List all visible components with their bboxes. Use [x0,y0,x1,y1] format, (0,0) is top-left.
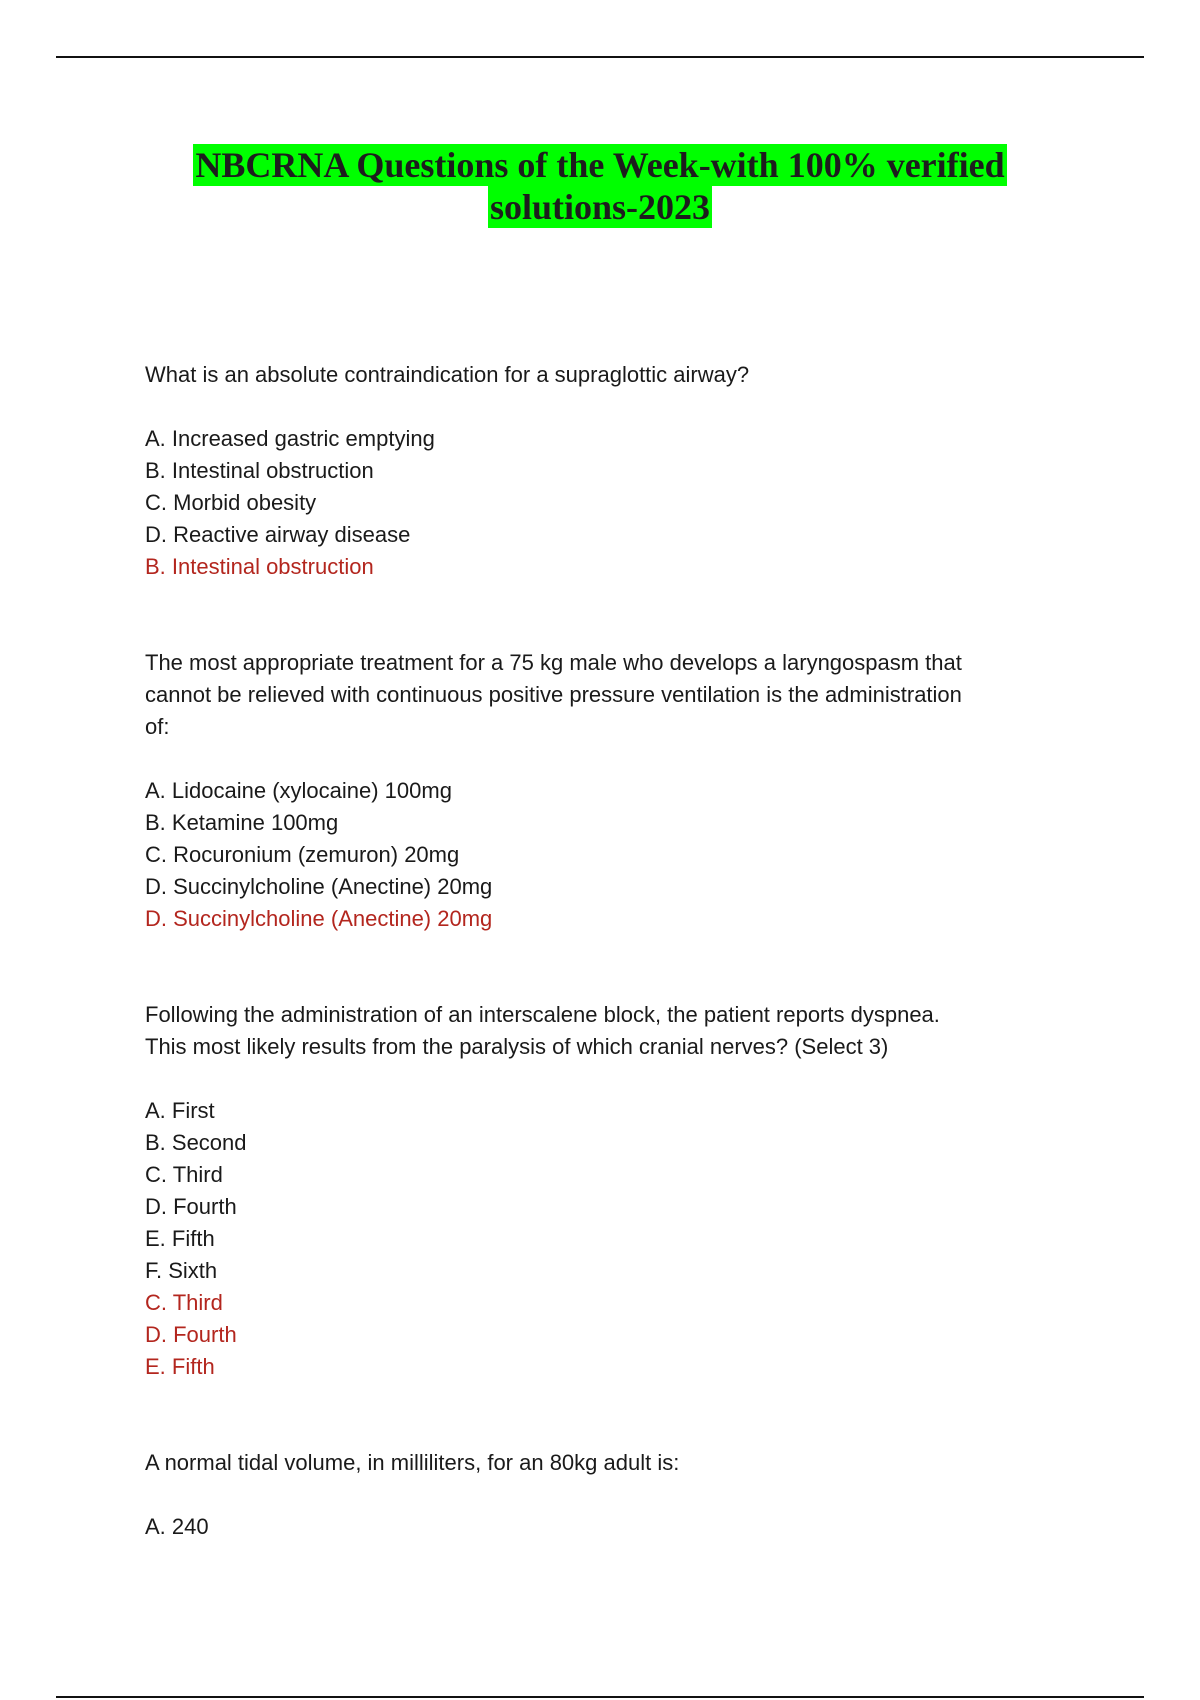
bottom-rule [56,1696,1144,1698]
question-block-1 [145,359,1085,583]
title-line-2: solutions-2023 [489,187,711,227]
question-text: of: [145,714,170,739]
question-text: Following the administration of an interscalene block, the patient reports dyspnea. [145,1002,940,1027]
top-rule [56,56,1144,58]
option-item: C. Third [145,1162,223,1187]
option-item: C. Morbid obesity [145,490,317,515]
option-item: D. Fourth [145,1194,237,1219]
option-item: D. Succinylcholine (Anectine) 20mg [145,874,493,899]
option-item: A. 240 [145,1514,209,1539]
answer-item: D. Fourth [145,1322,237,1347]
page-title [0,144,1200,228]
option-item: B. Second [145,1130,247,1155]
option-item: B. Intestinal obstruction [145,458,374,483]
answer-item: E. Fifth [145,1354,215,1379]
question-list [145,359,1085,1607]
options-list [145,423,1085,583]
option-item: A. Increased gastric emptying [145,426,435,451]
answer-item: B. Intestinal obstruction [145,554,374,579]
question-text: This most likely results from the paralysis of which cranial nerves? (Select 3) [145,1034,889,1059]
option-item: A. First [145,1098,215,1123]
question-text: The most appropriate treatment for a 75 kg male who develops a laryngospasm that [145,650,962,675]
question-text: cannot be relieved with continuous positive pressure ventilation is the administration [145,682,962,707]
title-line-1: NBCRNA Questions of the Week-with 100% verified [195,145,1005,185]
options-list [145,1095,1085,1383]
options-list [145,1511,1085,1543]
question-block-4 [145,1447,1085,1543]
answer-item: D. Succinylcholine (Anectine) 20mg [145,906,493,931]
options-list [145,775,1085,935]
answer-item: C. Third [145,1290,223,1315]
option-item: D. Reactive airway disease [145,522,411,547]
question-block-2 [145,647,1085,935]
option-item: C. Rocuronium (zemuron) 20mg [145,842,460,867]
question-block-3 [145,999,1085,1383]
option-item: B. Ketamine 100mg [145,810,339,835]
option-item: A. Lidocaine (xylocaine) 100mg [145,778,452,803]
option-item: E. Fifth [145,1226,215,1251]
option-item: F. Sixth [145,1258,218,1283]
question-text: A normal tidal volume, in milliliters, for an 80kg adult is: [145,1450,680,1475]
question-text: What is an absolute contraindication for a supraglottic airway? [145,362,750,387]
